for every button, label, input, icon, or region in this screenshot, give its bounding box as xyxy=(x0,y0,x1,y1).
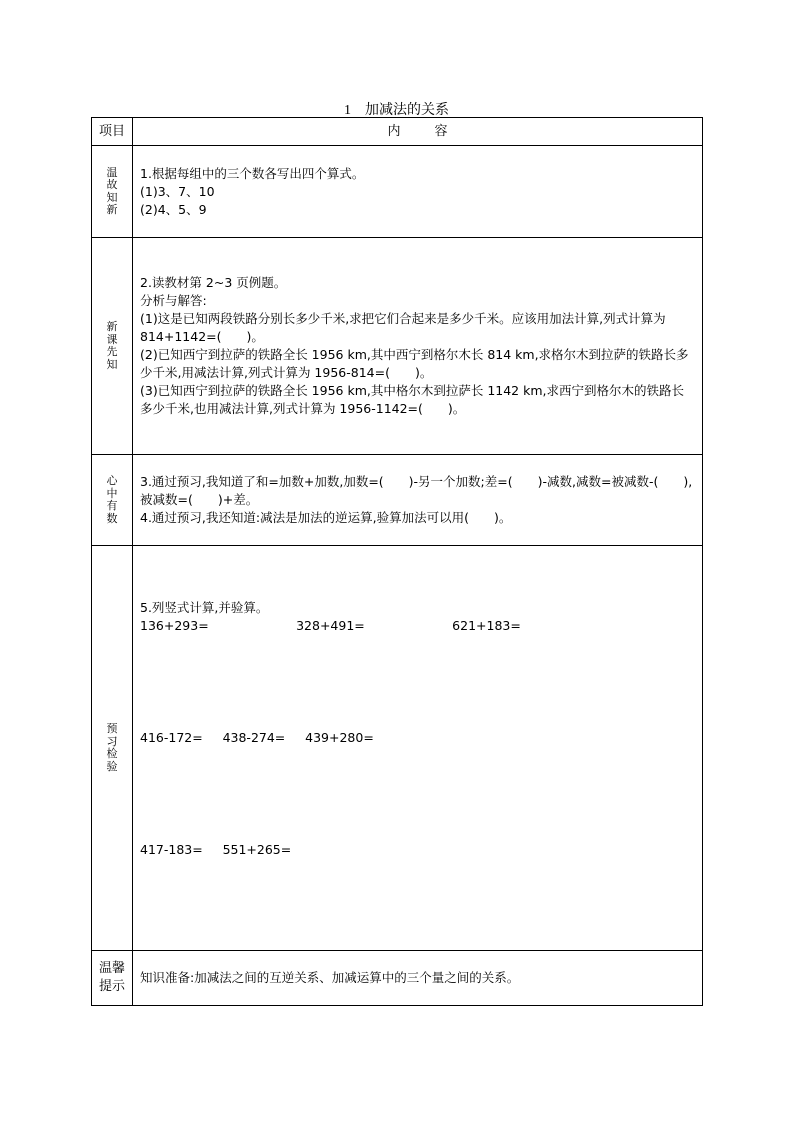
row-label-review xyxy=(92,146,133,238)
label-char: 新 xyxy=(106,320,118,333)
question-4: 4.通过预习,我还知道:减法是加法的逆运算,验算加法可以用( )。 xyxy=(140,510,512,525)
label-char: 数 xyxy=(106,511,118,525)
label-char: 心 xyxy=(106,474,118,487)
row-label-tip xyxy=(92,951,133,1006)
analysis-heading: 分析与解答: xyxy=(140,293,207,308)
label-char: 预 xyxy=(106,722,118,735)
page-title xyxy=(0,99,793,119)
row-content-tip xyxy=(133,951,703,1006)
header-content-label: 内容 xyxy=(387,123,482,139)
lesson-number: 1 xyxy=(344,103,351,118)
label-line: 提示 xyxy=(98,979,125,994)
table-header-row xyxy=(92,118,703,146)
header-item: 项目 xyxy=(92,118,133,146)
label-char: 温 xyxy=(106,165,118,179)
label-char: 先 xyxy=(106,345,118,358)
tip-text: 知识准备:加减法之间的互逆关系、加减运算中的三个量之间的关系。 xyxy=(140,970,520,985)
question-2: 2.读教材第 2~3 页例题。 xyxy=(140,275,287,290)
label-char: 有 xyxy=(106,499,118,512)
lesson-table xyxy=(91,117,703,1006)
analysis-part-2: (2)已知西宁到拉萨的铁路全长 1956 km,其中西宁到格尔木长 814 km,求格尔木到拉萨的铁路长多少千米,用减法计算,列式计算为 1956-814=( )。 xyxy=(140,347,689,380)
label-char: 验 xyxy=(106,759,118,773)
row-label-mind xyxy=(92,455,133,546)
label-char: 故 xyxy=(106,178,118,191)
analysis-part-3: (3)已知西宁到拉萨的铁路全长 1956 km,其中格尔木到拉萨长 1142 km,求西宁到格尔木的铁路长多少千米,也用减法计算,列式计算为 1956-1142=( )。 xyxy=(140,383,685,416)
row-label-check xyxy=(92,546,133,951)
label-char: 习 xyxy=(106,734,118,748)
label-char: 中 xyxy=(106,486,118,500)
label-line: 温馨 xyxy=(98,961,125,976)
analysis-part-1: (1)这是已知两段铁路分别长多少千米,求把它们合起来是多少千米。应该用加法计算,列式计算为 814+1142=( )。 xyxy=(140,311,666,344)
question-3: 3.通过预习,我知道了和=加数+加数,加数=( )-另一个加数;差=( )-减数,减数=被减数-( ),被减数=( )+差。 xyxy=(140,474,693,507)
row-content-check xyxy=(133,546,703,951)
label-char: 检 xyxy=(106,747,118,760)
table-row-tip xyxy=(92,951,703,1006)
calc-line-2: 416-172= 438-274= 439+280= xyxy=(140,730,374,745)
question-1-group-1: (1)3、7、10 xyxy=(140,183,215,199)
label-char: 新 xyxy=(106,203,118,216)
table-row-mind xyxy=(92,455,703,546)
label-char: 知 xyxy=(106,357,118,371)
question-5: 5.列竖式计算,并验算。 xyxy=(140,600,269,615)
calc-line-1: 136+293= 328+491= 621+183= xyxy=(140,618,521,633)
row-content-review xyxy=(133,146,703,238)
table-row-check xyxy=(92,546,703,951)
table-row-review xyxy=(92,146,703,238)
header-content xyxy=(133,118,703,146)
calc-line-3: 417-183= 551+265= xyxy=(140,842,292,857)
table-row-newlesson xyxy=(92,238,703,455)
lesson-title: 加减法的关系 xyxy=(365,102,449,118)
label-char: 知 xyxy=(106,190,118,204)
row-label-newlesson xyxy=(92,238,133,455)
row-content-mind xyxy=(133,455,703,546)
row-content-newlesson xyxy=(133,238,703,455)
question-1-group-2: (2)4、5、9 xyxy=(140,201,207,217)
label-char: 课 xyxy=(106,332,118,346)
question-1: 1.根据每组中的三个数各写出四个算式。 xyxy=(140,165,365,181)
